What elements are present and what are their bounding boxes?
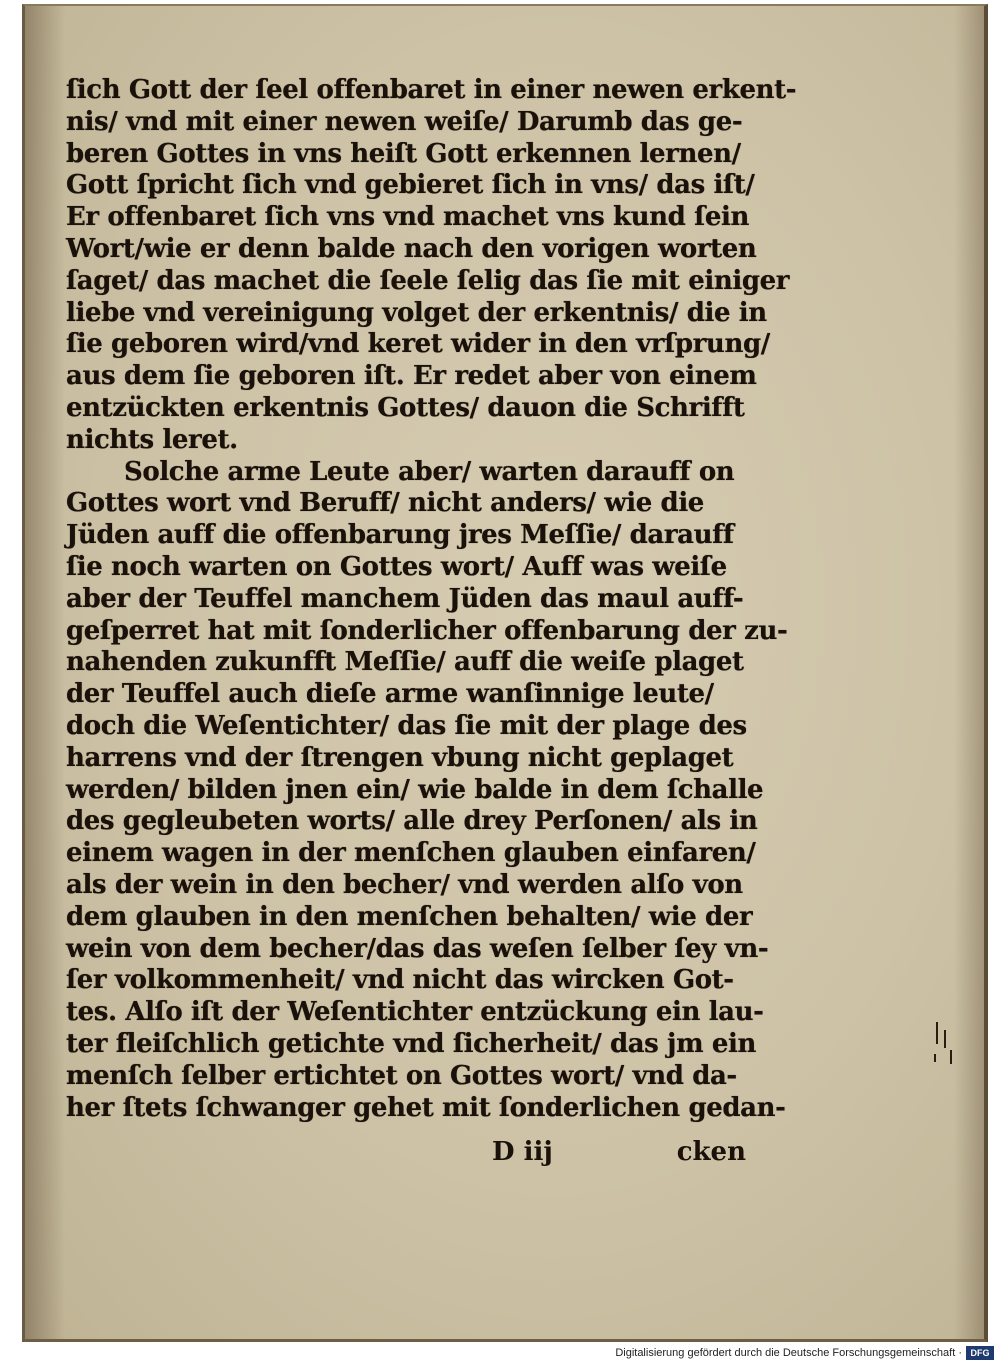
text-line: ſich Gott der ſeel offenbaret in einer newen erkent- (66, 75, 797, 105)
text-line: nahenden zukunfft Meſſie/ auff die weiſe plaget (66, 647, 744, 678)
text-line: harrens vnd der ſtrengen vbung nicht geplaget (66, 742, 734, 773)
edge-shadow (954, 6, 984, 1339)
text-line: entzückten erkentnis Gottes/ dauon die Schrifft (66, 392, 745, 423)
page-foot (66, 1137, 766, 1171)
text-line: wein von dem becher/das das weſen ſelber ſey vn- (66, 933, 769, 964)
text-line: Gottes wort vnd Beruff/ nicht anders/ wie die (66, 488, 704, 519)
text-line: geſperret hat mit ſonderlicher offenbarung der zu- (66, 615, 788, 646)
margin-marks (930, 1020, 960, 1080)
text-line: aber der Teuffel manchem Jüden das maul auff- (66, 583, 744, 614)
text-line: ſer volkommenheit/ vnd nicht das wircken Got- (66, 965, 734, 996)
digitization-footer (0, 1342, 1000, 1367)
text-line: ſie geboren wird/vnd keret wider in den vrſprung/ (66, 329, 770, 360)
text-line: der Teuffel auch dieſe arme wanſinnige leute/ (66, 679, 714, 710)
funding-notice: Digitalisierung gefördert durch die Deutsche Forschungsgemeinschaft · (615, 1347, 962, 1359)
text-line: her ſtets ſchwanger gehet mit ſonderlichen gedan- (66, 1092, 786, 1123)
text-line: nichts leret. (66, 424, 238, 455)
text-line: tes. Alſo iſt der Weſentichter entzückung ein lau- (66, 997, 764, 1028)
text-line: beren Gottes in vns heiſt Gott erkennen lernen/ (66, 138, 741, 169)
dfg-logo-icon: DFG (966, 1346, 994, 1360)
text-line: doch die Weſentichter/ das ſie mit der plage des (66, 710, 747, 741)
text-line: als der wein in den becher/ vnd werden alſo von (66, 869, 743, 900)
text-line: ſie noch warten on Gottes wort/ Auff was weiſe (66, 551, 727, 582)
paragraph-start-line: Solche arme Leute aber/ warten darauff on (124, 456, 735, 487)
text-line: Jüden auff die offenbarung jres Meſſie/ darauff (66, 520, 734, 551)
body-text (66, 75, 797, 1124)
text-line: dem glauben in den menſchen behalten/ wie der (66, 901, 753, 932)
signature-mark: D iij (492, 1137, 553, 1167)
text-line: nis/ vnd mit einer newen weiſe/ Darumb das ge- (66, 106, 743, 137)
text-line: Wort/wie er denn balde nach den vorigen worten (66, 233, 757, 264)
catchword: cken (676, 1137, 746, 1167)
text-line: ter fleiſchlich getichte vnd ſicherheit/ das jm ein (66, 1028, 756, 1059)
gutter-shadow (25, 6, 65, 1339)
text-line: einem wagen in der menſchen glauben einfaren/ (66, 838, 756, 869)
text-line: Er offenbaret ſich vns vnd machet vns kund ſein (66, 202, 749, 233)
text-line: ſaget/ das machet die ſeele ſelig das ſie mit einiger (66, 265, 790, 296)
text-line: des gegleubeten worts/ alle drey Perſonen/ als in (66, 806, 758, 837)
text-line: liebe vnd vereinigung volget der erkentnis/ die in (66, 297, 767, 328)
text-line: Gott ſpricht ſich vnd gebieret ſich in vns/ das iſt/ (66, 170, 755, 201)
text-line: werden/ bilden jnen ein/ wie balde in dem ſchalle (66, 774, 764, 805)
text-line: aus dem ſie geboren iſt. Er redet aber von einem (66, 361, 757, 392)
text-line: menſch ſelber ertichtet on Gottes wort/ vnd da- (66, 1060, 737, 1091)
